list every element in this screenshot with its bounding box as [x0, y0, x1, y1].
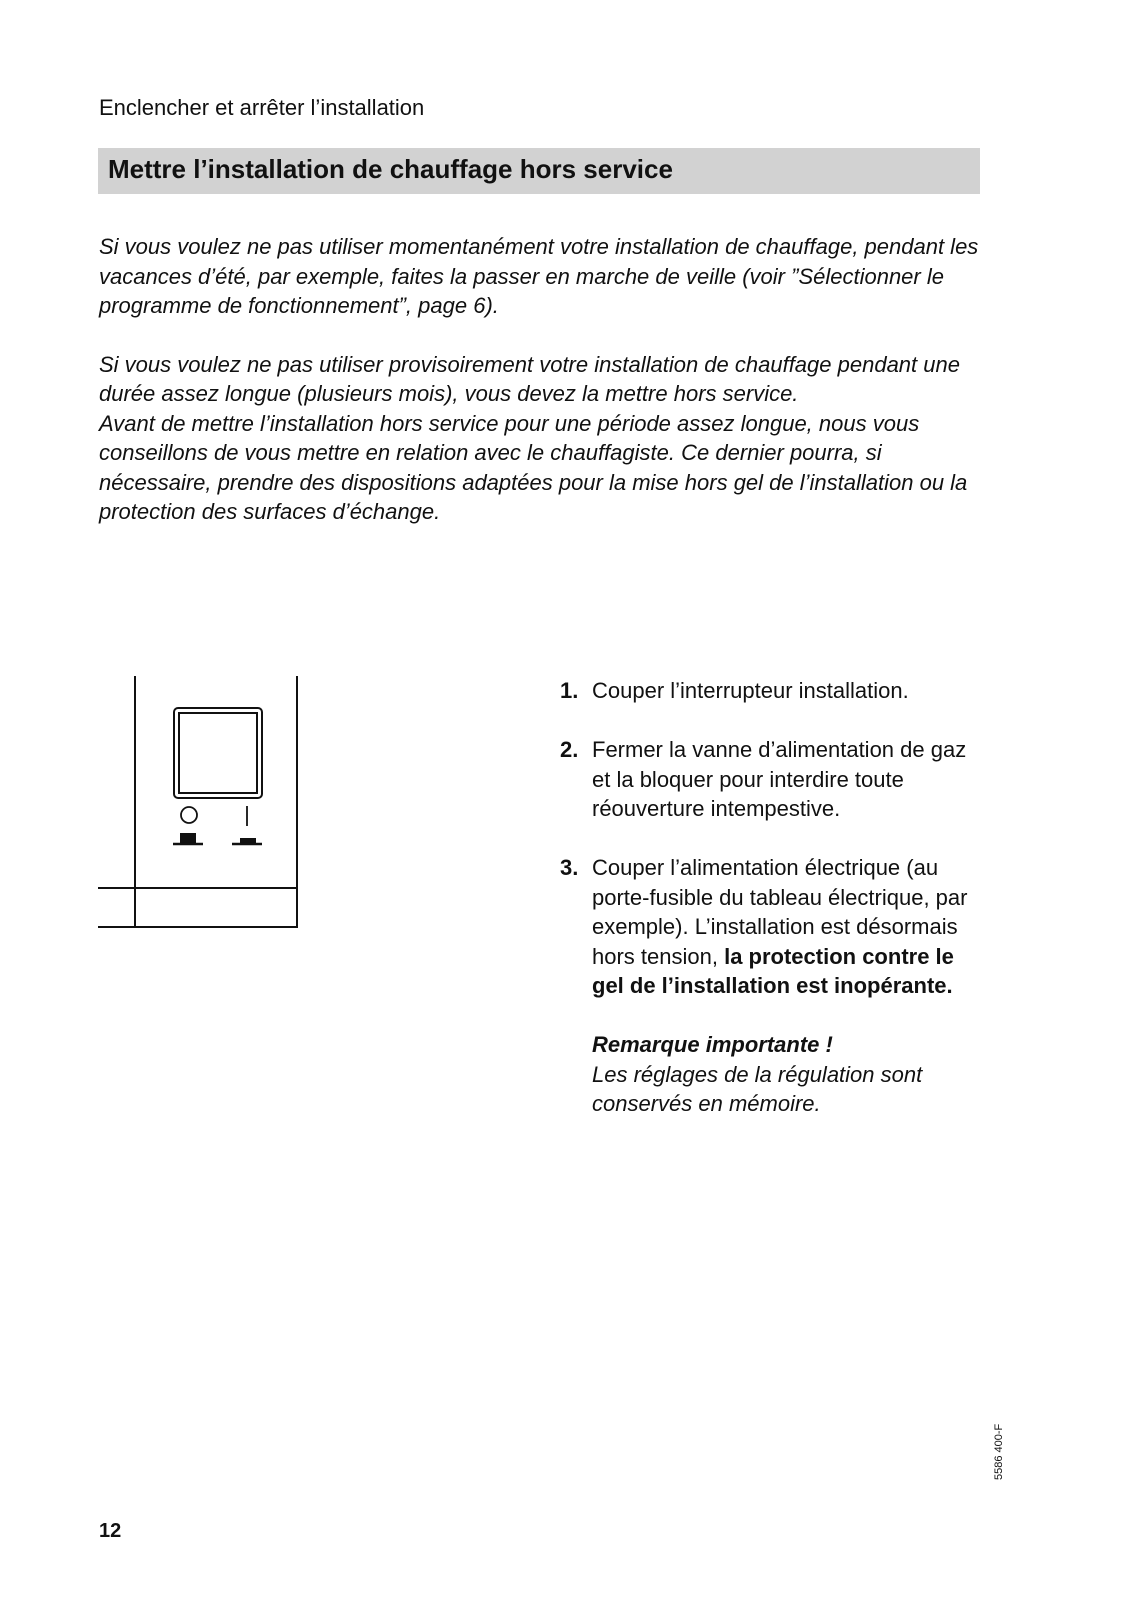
breadcrumb: Enclencher et arrêter l’installation — [99, 95, 425, 120]
page-number: 12 — [99, 1520, 122, 1542]
control-panel-drawing — [98, 676, 308, 936]
important-note — [560, 1030, 990, 1119]
display-window-outer — [174, 708, 262, 798]
note-title: Remarque importante ! — [592, 1032, 833, 1057]
note-text: Les réglages de la régulation sont conservés en mémoire. — [592, 1061, 923, 1116]
page-title: Mettre l’installation de chauffage hors service — [108, 154, 673, 184]
step-1 — [560, 676, 990, 706]
display-window-inner — [179, 713, 257, 793]
control-panel-illustration — [98, 676, 308, 936]
step-warning-text: la protection contre le gel de l’installation est inopérante. — [592, 943, 954, 998]
step-text: Fermer la vanne d’alimentation de gaz et la bloquer pour interdire toute réouverture intempestive. — [592, 737, 967, 821]
intro-paragraph-1: Si vous voulez ne pas utiliser momentanément votre installation de chauffage, pendant les vacances d’été, par exemple, faites la passer en marche de veille (voir ”Sélectionner le programme de fonctionnement”, page 6). — [99, 234, 979, 318]
section-title-bar — [98, 148, 980, 194]
step-number: 3. — [560, 855, 579, 880]
step-number: 2. — [560, 737, 579, 762]
off-symbol-icon — [181, 807, 197, 823]
step-number: 1. — [560, 678, 579, 703]
intro-paragraph-3: Avant de mettre l’installation hors service pour une période assez longue, nous vous conseillons de vous mettre en relation avec le chauffagiste. Ce dernier pourra, si nécessaire, prendre des dispositions adaptées pour la mise hors gel de l’installation ou la protection des surfaces d’échange. — [99, 410, 968, 524]
intro-paragraph-2: Si vous voulez ne pas utiliser provisoirement votre installation de chauffage pendant une durée assez longue (plusieurs mois), vous devez la mettre hors service. — [99, 351, 960, 406]
step-3 — [560, 853, 990, 1001]
step-2 — [560, 735, 990, 824]
switch-button-off-icon — [180, 833, 196, 843]
intro-text — [99, 232, 979, 527]
steps-list — [560, 676, 990, 1119]
step-text: Couper l’interrupteur installation. — [592, 678, 909, 703]
switch-button-on-icon — [240, 838, 256, 843]
step-text: Couper l’alimentation électrique (au porte-fusible du tableau électrique, par exemple). L’installation est désormais hors tension, — [592, 855, 968, 969]
document-code: 5586 400-F — [993, 1423, 1005, 1480]
